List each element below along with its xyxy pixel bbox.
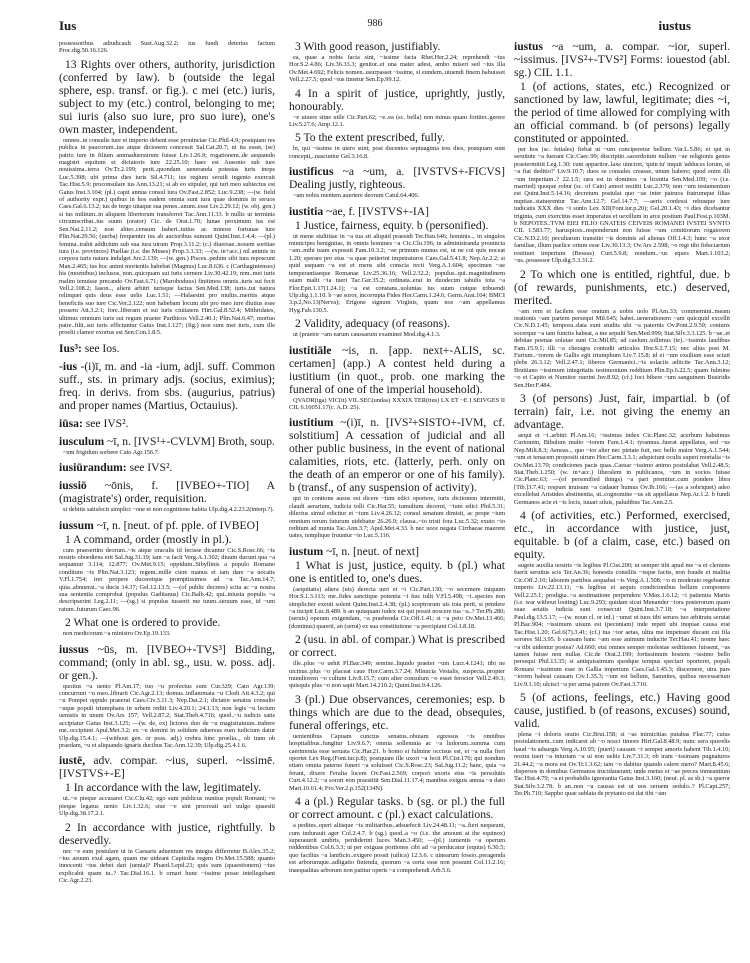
entry-body: ~a ~um, a. [IVSTVS+-FICVS] Dealing justly, righteous. [289,165,505,192]
headword: iustē, [59,754,86,768]
entry-body: -(i)ī, m. and -ia -ium, adjl. suff. Common suff., sts. in primary adjs. (socius, eximius); freq. in derivs. from sbs. (augurius, patrius) and proper names (Martius, Octauius). [59,359,275,412]
dictionary-entry [59,754,275,780]
headword: iusculum [59,434,105,448]
citations: uenientibus Capuam cunctus senatus..obuiam egressus ~is omnibus hospitalibus..fungitur Liv.9.6.7; omnia sollemnia ac ~a ludorum..summa cum caerimonia esse seruata Cic.Har.21. b homo si fulmine occisus est, ei ~a nulla fieri oportet Lex Reg.(Font.iur.p.8); postquam ille uxori ~a fecit Pl.Cist.176; qui nondum etiam omnia paterno funeri ~a soluisset Cic.S.Rosc.23; Sal.Jug.11.2; hanc, quia ~a ferant, dixere Feralia lucem Ov.Fast.2.569; corpori uxoris eius ~is persolutis Curt.4.12.2; ~a sorori non praestitit Sen.Dial.11.17.4; manibus exiguis annua ~a dato Mart.10.61.4; Fro.Ver.2.p.152(134N). [289,732,505,792]
dictionary-entry [289,205,505,218]
dictionary-entry [59,461,275,474]
headword: iustitium [289,416,334,430]
entry-body: see Ios. [84,341,120,355]
headword: iussum [59,518,94,532]
headword: iūsa: [59,416,83,430]
sense-definition: 5 (of actions, feelings, etc.) Having good cause, justified. b (of reasons, excuses) sound, valid. [514,690,730,730]
headword: iussus [59,642,89,656]
citations: per hos (sc. fetiales) fiebat ut ~um conciperetur bellum Var.L.5.86; ei qui in seruitute ~a fuerant Cic.Caec.99; discriptio..sacerdotum nullum ~ae religionis genus praetermittit Leg.1.30; cum apparitor..laxe uinciret, 'quin tu' inquit 'adduces lorum, ut ~a fiat deditio?' Liv.9.10.7; duos se consules creasse, unum habere; quod enim illi ~um imperium..? 22.1.5; rara est in dominos ~a licentia Sen.Med.109; ~o (i.e. married) quoque robur (sc. of Cato) amori restitit Luc.2.379; non ~um testamentum est Quint.Inst.5.14.16; decretum postulat quo ~ae inter patruos fratrumque filias nuptiae..statuerentur Tac.Ann.12.7; Gel.14.7.7; —aeris confessi rebusque iure iudicatis XXX dies ~i sunto Lex XII(Font.iur.p.20); Gel.20.1.43; ~i dies dicebantur triginta, cum exercitus esset imperatus et uexillum in arce positum Paul.Fest.p.103M. b NEPOTES..TVM EIEI FILIO GNATEIS CEIVEIS ROMANEI IVSTEI SVNTO CIL 1.583.77; haruspices..responderunt non fuisse ~um comitiorum rogatorem Cic.N.D.2.10; peculiarum transitio ~is dominis ad alienas Off.1.4.3; hunc ~a uxor familiae, illum paelice ortum esse Liv.30.13.3; Ov.Ars 2.598; ~o regi tibi fiduciarium restituet imperium (Bessus) Curt.5.9.8; nondum..~us eques Mart.1.103.2; ~us..possessor Ulp.dig.5.3.31.2. [514,146,730,265]
sense-definition: 1 What is just, justice, equity. b (pl.) what one is entitled to, one's dues. [289,558,505,585]
dictionary-entry [59,435,275,448]
citations: ~um frigidum sorbere Cato Agr.156.7. [63,448,160,456]
page-number: 986 [367,18,383,29]
left-guideword: Ius [59,18,77,33]
sense-definition: 2 What one is ordered to provide. [65,616,221,630]
dictionary-entry [514,40,730,79]
citations: omnes..in consulis iure et imperio debent esse prouinciae Cic.Phil.4.9; postquam res publica in paucorum..ius atque dicionem concessit Sal.Cat.20.7; ni ita esset, (se) patrio iure in filium animaduersurum fuisse Liv.1.26.9; rogationem..de aequando magistri equitum et dictatoris iure 22.25.10; haec est Ausonio sub iure nouissima..terra Ov.Tr.2.199; perit..quondam ueneranda potestas iuris inops Luc.5.398; ubi prima dies iuris Sil.4.711; ius regium seruili ingenio exercuit Tac.Hist.5.9; proconsulare ius Ann.13.21; si ab eo stipuler, qui iuri meo subiectus est Gaius Inst.3.104; (pl.) capit annua consul iura Ov.Fast.2.852; Luc.9.238; —(w. field of authority expr.) quibus in hos eadem omnia sunt iura quae dominis in seruos Caes.Gal.6.13.2; ius de tergo uitaque sua penes..unum..esse Liv.2.29.12; (w. obj. gen.) si ius militum..in aliquem libertorum transferret Tac.Ann.11.33. b nullis ut terminis circumscribat..ius suum (orator) Cic. de Orat.1.70; lunae proximum ius est Sen.Nat.2.11.2; non aliter..censum haberi..tutius ac minore fortunae iure Plin.Nat.29.56; (uerba) frequenter ius ab auctoribus sumunt Quint.Inst.1.4.4; —(pl.) femina..trahit addictum sub sua iura uirum Prop.3.11.2; (c.) diuersae..nouem sortitae iura (i.e. provinces) Puellae (i.e. the Muses) Prop.3.3.33; —(w. in+acc.) nil animis in corpora iuris natura indulget Juv.2.139; —(w. gen.) Pisces..pedum sibi iura reposcunt Man.2.465; ius hoc animi morientis habebat (Magnus) Luc.8.636. c (Carthaginienses) his (moenibus) inclusos, non..quicquam sui iuris cernere Liv.30.42.19; rem..mei iuris malim tenuisse precando Ov.Fast.6.71; (Maroboduus) finitimos omnis..iuris sui fecit Vell.2.108.2; Iason.., alieni arbitri iurisque factus Sen.Med.138; iuris..tui natura relinquet quis deus esse uelis Luc.1.51; —Halaesini pro multis..meritis atque beneficiis suo iure Cic.Ver.2.122; non habebam locum ubi pro meo iure diutius esse possem Att.3.2.1; fore..liberam et sui iuris ciuitatem Hirt.Gal.8.52.4; Mithridates, ultimus omnium iuris sui regum praeter Parthicos Vell.2.40.1; Plin.Nat.6.47; mortuo patre..filii..sui iuris efficiuntur Gaius Inst.1.127; (fig.) non sum mei iuris, cum ille proelii clamor exortus est Sen.Con.1.8.5. [59,136,275,337]
sense-definition: 3 With good reason, justifiably. [295,40,441,53]
entry-body: ~ī, n. [neut. of next] [326,544,419,558]
citations: ea, quae a nobis facta sint, ~issime facta Rhet.Her.2.24; reprehendi ~ius Hor.S.2.4.86; Liv.36.33.3; genitor..et una mater adest, ambo miseri sed ~ius illa Ov.Met.4.692; Felicis nomen..usurpasset ~issime, si eundem..uiuendi finem habuisset Vell.2.27.5; quod ~ius timetur Sen.Ep.99.12. [289,54,505,84]
dictionary-entry [59,417,275,430]
citations: augete auxilia uostris ~is legibus Pl.Cist.200; ut semper tibi apud me ~a et clemens fuerit seruitus scis Ter.An.36; honestis consiliis ~isque factis, non fraude et malitia Cic.Off.2.10; laborem partibus aequabat ~is Verg.A.1.508; ~o et moderato regebantur imperio Liv.22.13.11; ~is legibus et aequis condicionibus bellum componere Vell.2.25.1; prodigia..~a aestimatione perpendere V.Max.1.6.12; ~i patientia Martis (i.e. war without looting) Luc.9.293; quidam sicut Menander ~iora posterorum quam suae aetatis iudicia sunt consecuti Quint.Inst.3.7.18; ~a interpretatione Paul.dig.13.5.17; —(w. noun cl. or inf.) ~umst ut tuos tibi seruos tuo arbitratu seruiat Pl.Bac.904; ~issimum uisum est (pecuniam) inde repeti ubi inopiae causa erat Tac.Hist.1.20; Gel.6(7).3.41; (cf.) tua ~ior aetas, ultra me impetrare ducant cui fila sorores Sil.3.95. b causam hanc ~am esse animum inducite Ter.Hau.41; nonne haec ~a tibi uidentur postea? Ad.660; etsi omnes semper molestae seditiones fuissent, ~as tamen fuisse non nullas Cic.de Orat.2.199; fortissimum hostem ~issimo bello persequi Phil.13.35; si antiquissimum quodque tempus spectari oporteret, populi Romani ~issimum esse in Gallia imperium Caes.Gal.1.45.3; discernere, utra pars ~iorem habeat causam Civ.1.35.3; ~um est bellum, Samnites, quibus necessarium Liv.9.1.10; ulcisci ~a per arma patrem Ov.Fast.3.710. [514,562,730,688]
sense-definition: 1 Justice, fairness, equity. b (personified). [295,218,489,232]
dictionary-entry [289,344,505,396]
sense-definition: 2 In accordance with justice, rightfully. b deservedly. [59,820,275,847]
sense-definition: 1 A command, order (mostly in pl.). [65,532,232,546]
entry-body: ~ī, n. [neut. of pf. pple. of IVBEO] [96,518,259,532]
sense-definition: 13 Rights over others, authority, jurisdiction (conferred by law). b (outside the legal sphere, esp. transf. or fig.). c mei (etc.) iuris, subject to my (etc.) control, belonging to me; sui iuris (also suo iure, pro suo iure), one's own master, independent. [59,57,275,136]
headword: iustificus [289,165,334,179]
headword: iustum [289,544,324,558]
entry-body: ~(i)ī, n. [IVS²+SISTO+-IVM, cf. solstitium] A cessation of judicial and all other public business, in the event of national calamities, riots, etc. (latterly, perh. only on the death of an emperor or one of his family). b (transf., of any suspension of activity). [289,416,506,495]
headword: iussiō [59,479,87,493]
sense-definition: 5 To the extent prescribed, fully. [295,131,445,145]
entry-body: ~ōnis, f. [IVBEO+-TIO] A (magistrate's) order, requisition. [59,479,275,506]
running-header [59,18,691,34]
dictionary-entry [59,519,275,532]
citations: (aequitatis) altera (uis) derecta ueri et ~i Cic.Part.130; ~o secernere iniquum Hor.S.1.3.113; me..fides sanctique potentia ~i huc tulit V.Fl.5.498; ~i..species non simpliciter exeuti solent Quint.Inst.2.4.38; (pl.) sceptrorum uis tota perit, si pendere ~a incipit Luc.8.489. b an quisquam iudex est qui possit noscere tua ~a..? Ter.Ph.280; (seruis) operam exigendam, ~a praebenda Cic.Off.1.41; si ~a peto Ov.Met.13.466; (dominus) quaerit, an (serui) ex sua constitutione ~a percipiant Col.1.8.18. [289,585,505,630]
dictionary-entry [59,342,275,355]
citations: aequi et ~i..arbitri Pl.Am.16; ~issimus index Cic.Planc.32; acerbum habuimus Curionem, Bibulum multo ~iorem Fam.1.4.1; tyrannus..fuerat appellatus, sed ~us Nep.Milt.8.3; Aeneas.., quo ~ior alter nec pietate fuit, nec bello maior Verg.A.1.544; ~um et tenacem propositi uirum Hor.Carm.3.3.1; adspiciunt oculis superi mortalia ~is Ov.Met.13.70; condiciones pacis quas..Caesar ~issimo animo postulabat Vell.2.48.5; Stat.Theb.1.250; (w. in+acc.) liberalem in publicanos, ~um in socios fuisse Cic.Planc.63; —(of personified things) ~a pari premitur..cum pondere libra [Tib.]3.7.41; respuet inuisum ~a cadauer humus Ov.Ib.166; —(as a sobriquet) adeo excellebat Aristides abstinentia, ut..cognomine ~us sit appellatus Nep.Ar.1.2. b fundi Germanos acie et ~is locis, iuuari siluis, paludibus Tac.Ann.2.5. [514,431,730,506]
sense-definition: 3 (pl.) Due observances, ceremonies; esp. b things which are due to the dead, obsequies, funeral offerings, etc. [289,692,505,732]
citations: ut mene stultitiae in ~a tua sit aliquid praesidi Ter.Hau.646; hominis.., in singulos municipes benignitas, in omnis homines ~a Cic.Clu.196; in administranda prouincia ~am..mihi tuam exposuit Fam.10.3.2; ~ae primum munus est, ut ne cui quis noceat 1.20; sperare pro eius ~a quae petierint impetraturos Caes.Gal.5.41.8; Nep.Ar.2.2; si quid usquam ~a est et mens sibi conscia recti Verg.A.1.604; specimen ~ae temperantiaeque Romanae Liv.25.36.16; Vell.2.32.2; populus..qui..magnitudinem suam malit ~ia tueri Tac.Ger.35.2; ordinata..erat in duodecim tabulis tota ~a Flor.Epit.1.17(1.24.1); ~a est constans..uoluntas ius suum cuique tribuendi Ulp.dig.1.1.10. b ~ae soror, incorrupta Fides Hor.Carm.1.24.6; Germ.Arat.104; BMCI 3.p.2,No.13(Nerva); Erigone signum Virginis, quam nos ~am appellamus Hyg.Fab.130.5. [289,232,505,314]
sense-definition: 3 (of persons) Just, fair, impartial. b (of terrain) fair, i.e. not giving the enemy an advantage. [514,391,730,431]
citations: qui in contione ausus est dicere ~ium edici oportere, iuris dictionem intermitti, claudi aerarium, iudicia tolli Cic.Har.55; tumultum decerni, ~ium edici Phil.5.31; dilectus simul edicitur et ~ium Liv.4.26.12; consul senatum dimisit, ac prope ~ium omnium rerum futurum uidebatur 26.26.9; clausa..~io tristi fora Luc.5.32; exuto ~io reditum ad munia Tac.Ann.3.7; Apul.Met.4.33. b nec uoce negata Cirrhaeae maerent uates, templique fruuntur ~io Luc.5.116. [289,495,505,540]
dictionary-entry [59,643,275,682]
citations: cum praesertim deorum..~is atque oraculis id fecisse dicantur Cic.S.Rosc.66; ~is nostris oboediens erit Sal.Jug.31.19; iam ~a facit Verg.A.1.302; diuum ducunt qua ~a sequamur 3.114; 12.877; Ov.Met.9.15; oppidum..Sibyllinis a populo Romano conditum ~is Plin.Nat.3.123; regem..mille ciere manus et iam dare ~a uocatis V.Fl.1.754; iret propere duceretque promptissimos ad ~a Tac.Ann.14.7; quia..abnuerat..~a ducis 14.37; Gel.12.13.5; —(of public decrees) scita ac ~a nostra sua sententia comprobat (populus Gaditanus) Cic.Balb.42; qui..iniusta populis ~a descripserint Leg.2.11; —(sg.) si populus iusserit me tuum..seruum esse, id ~um ratum..futurum Caec.96. [59,546,275,613]
citations: non medicorum ~a ministro Ov.Ep.19.133. [63,630,171,638]
right-guideword: iustus [658,18,691,33]
column-3 [514,40,730,801]
citations: hi, qui ~issime in utero sunt, post ducentos septuaginta tres dies, postquam sunt concepti,..nascuntur Gel.3.16.8. [289,145,505,160]
sense-definition: 4 In a spirit of justice, uprightly, justly, honourably. [289,86,505,113]
headword: iustitiāle [289,343,332,357]
citations: a pedites..operi aliisque ~is militaribus..adsuefecit Liv.24.48.11; ~a..fieri nequeunt, cum indurauit ager Col.2.4.7. b (sg.) quod..a ~o (i.e. the amount at the equinox) superauerit umbris, perdiderint luces Man.3.450; —(pl.) iumentis ~a operum reddentibus Col.6.3.3; ut per exiguas portiones cibi ad ~a perducatur (equus) 6.30.5; quo facilius ~a lanificio..exigere possit (uilica) 12.3.6. c uinearum fossio..peragenda est arborumque..adligatio finienda, quorum ~a certa esse non possunt Col.11.2.16; inaequalitas arborum non patitur operis ~a comprehendi Arb.5.6. [289,822,505,874]
citations: plena ~i doloris oratio Cic.Brut.158; si ~as inimicitias putabas Flac.77; cuius postulationem..cum indicaret ab ~o nosci timore Hirt.Gal.8.48.9; nunc sera querelis haud ~is adsurgis Verg.A.10.95; (pueri) causam ~i semper amoris habent Tib.1.4.10; nostra tueri ~a iniuriam ~a ui non ueltis Liv.7.31.3; ob iram ~issimam pugnaturos 21.44.2; ~a mora est Ov.Tr.1.3.62; tam ~o dabitur quando calere mero? Mart.8.45.6; dispersos in domibus Germanos trucidauerant; unde metus et ~ae preces inmeantium Tac.Hist.4.79; ~a et probabilis ignorantia Gaius Inst.3.160; (neut. pl. as sb.) ~a queror Stat.Silv.3.2.78. b an..non ~a caussa est ut uos seruem sedulo..? Pl.Capt.257; Ter.Ph.710; Sappho quae sublata de prytanio est dat tibi ~am [514,730,730,798]
citations: ~e uiuere sitne utile Cic.Part.62; ~e..ea (sc. bella) non minus quam fortiter..gerere Liv.5.27.6; Amp.12.1. [289,113,505,129]
headword: -ius [59,359,78,373]
dictionary-entry [59,360,275,412]
dictionary-entry [289,165,505,191]
sense-definition: 2 To which one is entitled, rightful, due. b (of rewards, punishments, etc.) deserved, merited. [514,267,730,307]
sense-definition: 1 In accordance with the law, legitimately. [65,781,262,795]
column-2 [289,40,505,877]
headword: iusiūrandum: [59,461,127,475]
entry-body: ~a ~um, a. compar. ~ior, superl. ~issimus. [IVS²+-TVS²] Forms: iouestod (abl. sg.) CIL 1.1. [514,40,730,79]
headword: iustus [514,40,544,53]
dictionary-entry [59,479,275,505]
sense-definition: 1 (of actions, states, etc.) Recognized or sanctioned by law, lawful, legitimate; dies ~i, the period of time allowed for complying with an official command. b (of persons) legally constituted or appointed. [514,80,730,145]
headword: iustitia [289,204,324,218]
citations: ille..plus ~o uehit Pl.Bac.349; semine..liquido praeter ~um Lucr.4.1241; tibi ne uicinus..plus ~o placeat caue Hor.Carm.3.7.24; Minucia Vestalis, suspecta..propter mundiorem ~o cultum Liv.8.15.7; cum alter consulum ~o esset ferocior Vell.2.49.3; quisquis plus ~o non sapit Mart.14.210.2; Quint.Inst.9.4.126. [289,660,505,690]
citations: si debitis satisfecit simplici ~one et non cognitione habita Ulp.dig.4.2.23.2(interp.?). [63,506,274,514]
dictionary-entry [289,416,505,494]
citations: ~am rem et facilem esse oratum a uobis uolo Pl.Am.33; commemini..meam orationis ~am partem persequi Mil.645; habet..uenerationem ~am quicquid excellit Cic.N.D.1.45; tempora..data sunt studiis ubi ~a paternis Ov.Pont.2.9.59; coniunx socerque ~a iam functis habeat, a me sepulti Sen.Med.999; Stat.Silv.3.3.125. b ~ae..et debitae poenae solutae sunt Cic.Mil.85; ad caelum..tollimus (te)..~issimis laudibus Fam.15.9.1; illi ~a cheragra contudit articulos Hor.S.2.7.15; nec alius post M. Furium..~iorem de Gallis egit triumphum Liv.7.15.8; id ei ~um exsilium esse sciuit plebs 26.3.12; Vell.2.47.1; liberos Germanici..~is solaciis adiicite Tac.Ann.3.12; Bruttiano ~issimum integritatis testimonium redditum Plin.Ep.6.22.5; quam fulmine ~o et Capito et Numitor ruerint Juv.8.92; (cf.) foci bibere ~um sanguinem Busiridis Sen.Her.F.484. [514,307,730,389]
citations: ut..~e pieque accusaret Cic.Clu.42; ego sum publicus nuntius populi Romani; ~e pieque legatus uenio Liv.1.32.6; siue ~e sint procreati uel uulgo quaesiti Ulp.dig.38.17.2.1. [59,795,275,818]
dictionary-entry [289,545,505,558]
entry-body: adv. compar. ~ius, superl. ~issimē. [IVSTVS+-E] [59,754,276,781]
sense-definition: 2 (usu. in abl. of compar.) What is prescribed or correct. [289,633,505,660]
citations: quoiius ~u uenio Pl.Am.17; tuo ~u profectus sum Cur.329; Cato Agr.139; concurrunt ~u meo..librarii Cic.Agr.2.13; domus..inflammata ~u Clodi Att.4.3.2; qui ~u Pompei oppido praeerat Caes.Civ.3.11.3; Nep.Dat.2.1; dictator senatus consulto ~uque populi triumphans in urbem rediit Liv.4.20.1; 24.1.13; non legis ~u lectum uenistis in unum Ov.Ars 157; Vell.2.87.2; Stat.Theb.4.716; quod..~u iudicis satis accipiatur Gaius Inst.3.125; —(w. de, ex) lictores duo de ~u magistratuum..trahere me..occipiunt Apul.Met.3.2; ex ~u domini in solidum aduersus eum iudicium datur Ulp.dig.15.4.1; —(without gen. or poss. adj.) crebra hinc proelia.., ob iram ob praedam, ~u et aliquando ignaris ducibus Tac.Ann.12.39; Ulp.dig.25.4.1.6. [59,682,275,749]
sense-definition: 4 a (pl.) Regular tasks. b (sg. or pl.) the full or correct amount. c (pl.) exact calculations. [289,795,505,822]
entry-body: ~ī, n. [IVS¹+-CVLVM] Broth, soup. [107,434,275,448]
column-1 [59,40,275,888]
entry-body: ~ae, f. [IVSTVS+-IA] [326,204,430,218]
entry-body: ~ūs, m. [IVBEO+-TVS³] Bidding, command; (only in abl. sg., usu. w. poss. adj. or gen.). [59,642,275,682]
sense-definition: 2 Validity, adequacy (of reasons). [295,317,450,331]
sense-definition: 4 (of activities, etc.) Performed, exercised, etc., in accordance with justice, just, equitable. b (of a claim, case, etc.) based on equity. [514,509,730,562]
headword: Ius³: [59,341,82,355]
entry-body: see IVS². [129,461,173,475]
citations: ut (praetor ~am earum caussarum examinet Mod.dig.4.1.3. [293,331,441,339]
citations: possessoribus adiudicault Suet.Aug.32.2; ius fundi deterius factum Proc.dig.50.16.126. [59,40,275,55]
citations: ~am nobis mentem auertere deorum Catul.64.406. [293,192,420,200]
citations: nec ~e eum postulare ut in Caesaris aduentum res integra differretur B.Alex.35.2; ~ius aeuum exul agam, quam me uideant Capitolia regem Ov.Met.15.588; quanto innocenti ~ius debet dari (uenia)? Phaed.3.epil.23; quis eam (quaestionem) ~ius explicabit quam tu..? Tac.Dial.16.1. b ornari hunc ~issime posse intellegebant Cic.Agr.2.23. [59,847,275,885]
entry-body: ~is, n. [app. next+-ALIS, sc. certamen] (app.) A contest held during a iustitium (in quot., prob. one marking the funeral of one of the imperial household). [289,343,505,396]
entry-body: see IVS². [85,416,129,430]
citations: QVADR(iga) VIC(it) VII..SEC(undas) XXXIX TER(tius) LX ET ~E I SEIVGES II CIL 6.10051.17(c. A.D. 25). [289,396,505,411]
